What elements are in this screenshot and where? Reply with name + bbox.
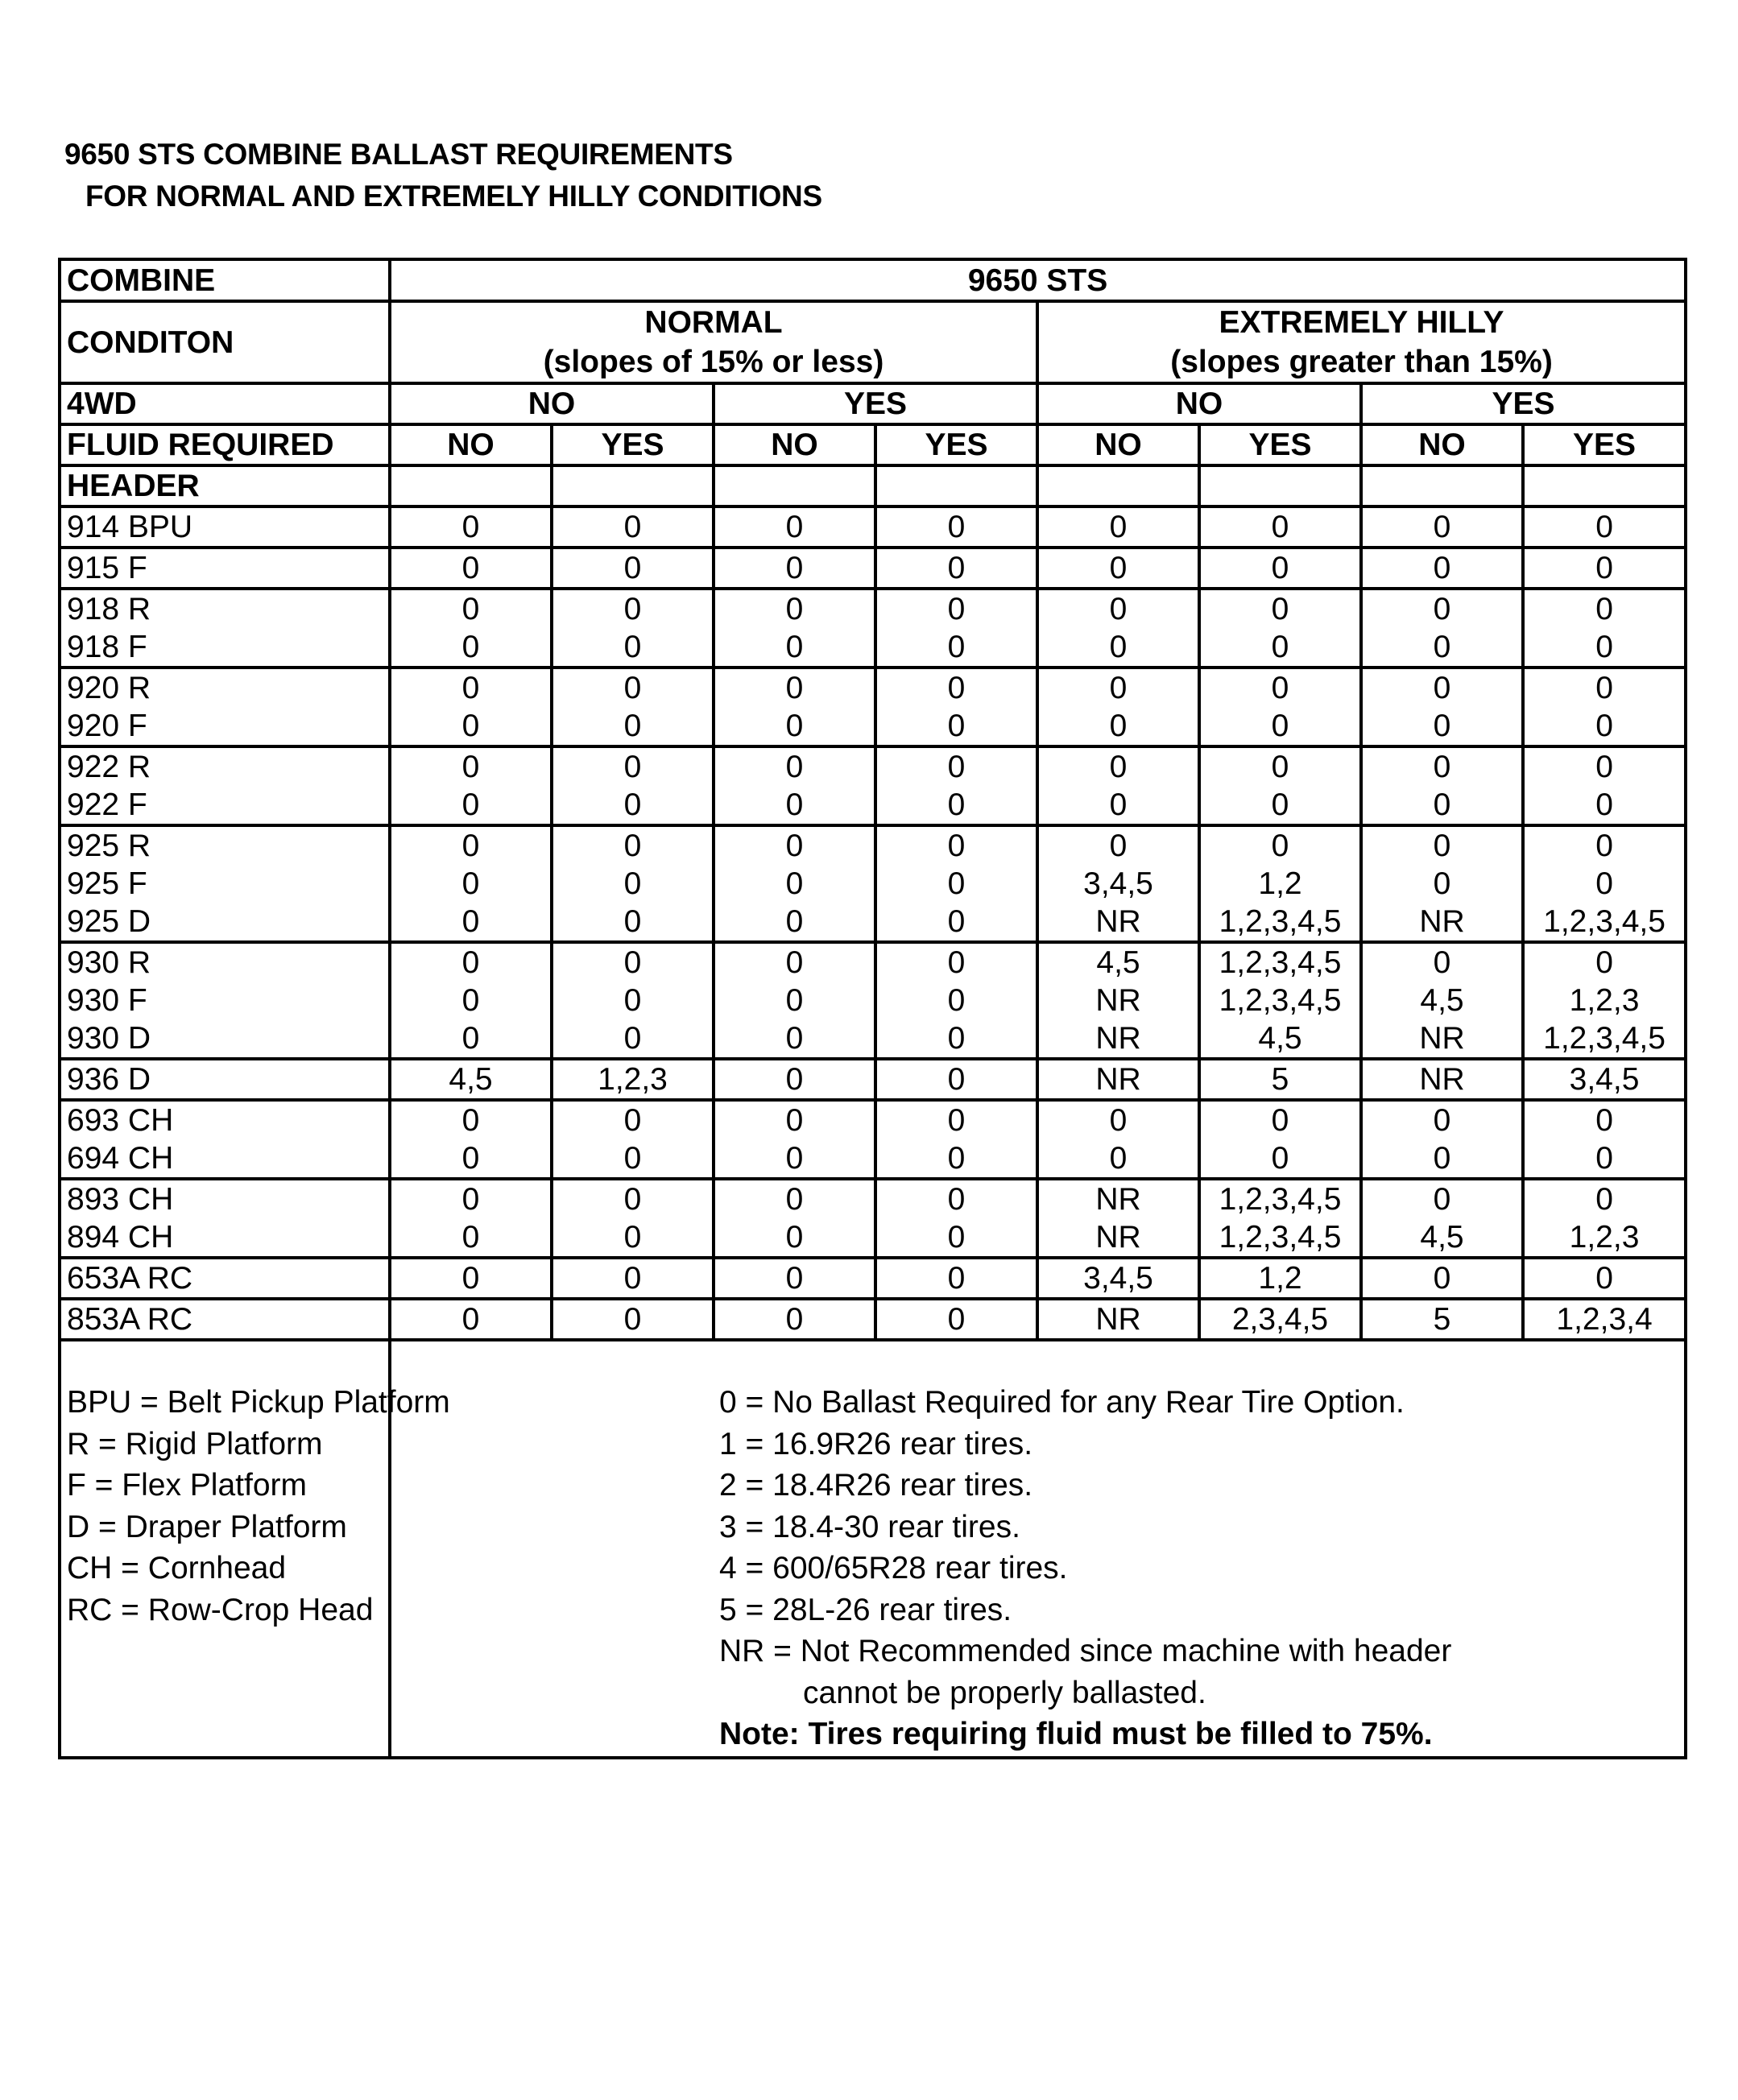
- ballast-value: 0: [552, 589, 714, 628]
- legend-abbreviations: [60, 1340, 450, 1758]
- ballast-value: 0: [552, 942, 714, 982]
- ballast-value: 0: [875, 668, 1037, 707]
- ballast-value: 0: [1199, 506, 1361, 548]
- ballast-value: 0: [1361, 1179, 1523, 1218]
- legend-abbreviation: F = Flex Platform: [67, 1468, 307, 1503]
- ballast-value: 0: [1523, 668, 1686, 707]
- table-row: [60, 903, 1686, 942]
- ballast-value: 0: [714, 707, 875, 746]
- ballast-value: 1,2,3,4,5: [1523, 903, 1686, 942]
- fluid-value: NO: [1361, 424, 1523, 465]
- ballast-value: 0: [875, 1059, 1037, 1100]
- ballast-value: 0: [1361, 548, 1523, 589]
- legend-code: NR = Not Recommended since machine with header: [719, 1634, 1452, 1668]
- header-model: 936 D: [60, 1059, 390, 1100]
- header-model: 653A RC: [60, 1258, 390, 1299]
- header-model: 915 F: [60, 548, 390, 589]
- ballast-value: 0: [552, 1139, 714, 1179]
- ballast-value: 0: [1523, 707, 1686, 746]
- ballast-value: 0: [714, 982, 875, 1019]
- ballast-value: 0: [714, 1139, 875, 1179]
- header-model: 694 CH: [60, 1139, 390, 1179]
- ballast-value: 4,5: [1199, 1019, 1361, 1059]
- ballast-value: 0: [1199, 589, 1361, 628]
- ballast-value: 0: [1523, 746, 1686, 786]
- ballast-value: 0: [1361, 589, 1523, 628]
- ballast-value: 4,5: [1037, 942, 1199, 982]
- legend-abbreviation: RC = Row-Crop Head: [67, 1592, 374, 1627]
- ballast-value: 4,5: [1361, 1218, 1523, 1258]
- fluid-value: YES: [875, 424, 1037, 465]
- normal-title: NORMAL: [644, 305, 783, 340]
- ballast-value: 0: [714, 506, 875, 548]
- ballast-value: 0: [390, 1179, 552, 1218]
- table-row: [60, 1139, 1686, 1179]
- ballast-value: NR: [1361, 1019, 1523, 1059]
- header-model: 930 D: [60, 1019, 390, 1059]
- fluid-label: FLUID REQUIRED: [60, 424, 390, 465]
- ballast-value: 0: [714, 1299, 875, 1340]
- ballast-value: 0: [714, 865, 875, 903]
- header-model: 918 R: [60, 589, 390, 628]
- legend-code: 4 = 600/65R28 rear tires.: [719, 1551, 1068, 1585]
- legend-abbreviation: R = Rigid Platform: [67, 1426, 323, 1461]
- ballast-value: 1,2,3,4,5: [1199, 1179, 1361, 1218]
- table-row: [60, 628, 1686, 668]
- table-row: [60, 786, 1686, 825]
- 4wd-label: 4WD: [60, 383, 390, 424]
- ballast-value: 0: [1199, 548, 1361, 589]
- ballast-value: NR: [1037, 1019, 1199, 1059]
- ballast-value: 0: [390, 707, 552, 746]
- header-model: 914 BPU: [60, 506, 390, 548]
- ballast-value: NR: [1037, 903, 1199, 942]
- ballast-value: 0: [1361, 942, 1523, 982]
- ballast-value: 0: [390, 1019, 552, 1059]
- ballast-value: 1,2: [1199, 865, 1361, 903]
- ballast-value: 0: [875, 1100, 1037, 1139]
- ballast-value: 0: [390, 589, 552, 628]
- ballast-value: 0: [714, 1179, 875, 1218]
- ballast-value: 0: [875, 942, 1037, 982]
- ballast-value: 0: [714, 903, 875, 942]
- ballast-value: 0: [714, 589, 875, 628]
- legend-abbreviation: BPU = Belt Pickup Platform: [67, 1385, 450, 1420]
- empty-cell: [714, 465, 875, 506]
- table-row: [60, 865, 1686, 903]
- ballast-value: 0: [390, 628, 552, 668]
- ballast-value: 1,2,3,4: [1523, 1299, 1686, 1340]
- ballast-value: 0: [552, 1218, 714, 1258]
- ballast-value: 0: [1523, 628, 1686, 668]
- ballast-value: 2,3,4,5: [1199, 1299, 1361, 1340]
- ballast-value: 0: [1037, 668, 1199, 707]
- header-model: 925 F: [60, 865, 390, 903]
- ballast-value: 0: [714, 1218, 875, 1258]
- ballast-value: 0: [552, 506, 714, 548]
- ballast-value: 0: [875, 1019, 1037, 1059]
- ballast-value: 3,4,5: [1037, 1258, 1199, 1299]
- ballast-value: 0: [1361, 1100, 1523, 1139]
- ballast-value: 0: [552, 1258, 714, 1299]
- ballast-value: 1,2,3,4,5: [1523, 1019, 1686, 1059]
- table-row: [60, 548, 1686, 589]
- ballast-value: 0: [1361, 1139, 1523, 1179]
- ballast-value: 0: [390, 903, 552, 942]
- title-line-1: 9650 STS COMBINE BALLAST REQUIREMENTS: [64, 138, 733, 171]
- header-model: 925 D: [60, 903, 390, 942]
- fluid-value: YES: [1523, 424, 1686, 465]
- ballast-value: 0: [1523, 589, 1686, 628]
- ballast-value: 0: [1361, 746, 1523, 786]
- ballast-value: 0: [1523, 865, 1686, 903]
- ballast-value: 0: [390, 1218, 552, 1258]
- ballast-value: 0: [875, 1258, 1037, 1299]
- ballast-value: 0: [552, 707, 714, 746]
- empty-cell: [1361, 465, 1523, 506]
- header-model: 922 F: [60, 786, 390, 825]
- ballast-value: 5: [1199, 1059, 1361, 1100]
- legend-nr-continuation: cannot be properly ballasted.: [803, 1675, 1206, 1710]
- ballast-value: 0: [714, 548, 875, 589]
- header-model: 918 F: [60, 628, 390, 668]
- ballast-value: 0: [1199, 786, 1361, 825]
- ballast-value: 0: [714, 1258, 875, 1299]
- 4wd-value: NO: [390, 383, 714, 424]
- table-row: [60, 506, 1686, 548]
- condition-label: CONDITON: [60, 301, 390, 383]
- normal-subtitle: (slopes of 15% or less): [543, 345, 884, 379]
- ballast-value: 0: [1199, 628, 1361, 668]
- ballast-value: NR: [1361, 1059, 1523, 1100]
- ballast-value: 1,2,3,4,5: [1199, 903, 1361, 942]
- fluid-value: YES: [552, 424, 714, 465]
- empty-cell: [390, 465, 552, 506]
- ballast-value: 0: [552, 1019, 714, 1059]
- condition-hilly: [1037, 301, 1686, 383]
- empty-cell: [1037, 465, 1199, 506]
- legend-code: 1 = 16.9R26 rear tires.: [719, 1426, 1033, 1461]
- legend-code: 0 = No Ballast Required for any Rear Tire Option.: [719, 1385, 1405, 1420]
- ballast-value: 0: [1361, 865, 1523, 903]
- ballast-value: 1,2,3: [1523, 982, 1686, 1019]
- ballast-value: 0: [1199, 825, 1361, 865]
- ballast-value: 1,2,3: [1523, 1218, 1686, 1258]
- ballast-value: 0: [1523, 1258, 1686, 1299]
- ballast-value: 0: [1523, 786, 1686, 825]
- ballast-value: 0: [875, 589, 1037, 628]
- ballast-value: 0: [714, 825, 875, 865]
- ballast-value: 0: [875, 707, 1037, 746]
- ballast-value: 0: [1037, 628, 1199, 668]
- ballast-value: NR: [1037, 1179, 1199, 1218]
- ballast-value: 0: [390, 1139, 552, 1179]
- ballast-value: 0: [552, 668, 714, 707]
- ballast-value: 0: [552, 1299, 714, 1340]
- table-row: [60, 942, 1686, 982]
- header-model: 693 CH: [60, 1100, 390, 1139]
- ballast-table: [58, 258, 1687, 1759]
- ballast-value: 0: [875, 1139, 1037, 1179]
- condition-normal: [390, 301, 1037, 383]
- hilly-title: EXTREMELY HILLY: [1219, 305, 1504, 340]
- ballast-value: 0: [1523, 825, 1686, 865]
- fluid-value: NO: [390, 424, 552, 465]
- ballast-value: 3,4,5: [1523, 1059, 1686, 1100]
- table-row: [60, 1100, 1686, 1139]
- ballast-value: 0: [552, 825, 714, 865]
- ballast-value: 0: [875, 982, 1037, 1019]
- ballast-value: 0: [1361, 506, 1523, 548]
- table-row: [60, 982, 1686, 1019]
- ballast-value: 0: [552, 548, 714, 589]
- ballast-value: 0: [1037, 1100, 1199, 1139]
- 4wd-value: NO: [1037, 383, 1361, 424]
- ballast-value: 0: [1037, 589, 1199, 628]
- combine-model: 9650 STS: [390, 259, 1686, 301]
- ballast-value: 0: [390, 746, 552, 786]
- header-model: 925 R: [60, 825, 390, 865]
- ballast-value: 0: [875, 548, 1037, 589]
- ballast-value: 0: [714, 942, 875, 982]
- ballast-value: NR: [1361, 903, 1523, 942]
- ballast-value: 0: [390, 982, 552, 1019]
- ballast-value: 0: [714, 746, 875, 786]
- ballast-value: 0: [1523, 1179, 1686, 1218]
- ballast-value: 1,2,3,4,5: [1199, 942, 1361, 982]
- ballast-value: 0: [714, 628, 875, 668]
- table-row: [60, 825, 1686, 865]
- ballast-value: 0: [1037, 506, 1199, 548]
- ballast-value: 0: [390, 786, 552, 825]
- ballast-value: 4,5: [390, 1059, 552, 1100]
- table-row: [60, 1299, 1686, 1340]
- ballast-value: 0: [1037, 786, 1199, 825]
- ballast-value: 0: [875, 865, 1037, 903]
- ballast-value: NR: [1037, 1299, 1199, 1340]
- legend-code: 2 = 18.4R26 rear tires.: [719, 1468, 1033, 1503]
- ballast-value: 0: [552, 1179, 714, 1218]
- ballast-value: 3,4,5: [1037, 865, 1199, 903]
- header-model: 853A RC: [60, 1299, 390, 1340]
- legend-code: 5 = 28L-26 rear tires.: [719, 1592, 1012, 1627]
- table-row: [60, 589, 1686, 628]
- document-title: [64, 134, 822, 217]
- ballast-value: 0: [1361, 1258, 1523, 1299]
- ballast-value: 0: [875, 1218, 1037, 1258]
- header-label: HEADER: [60, 465, 390, 506]
- header-model: 922 R: [60, 746, 390, 786]
- empty-cell: [552, 465, 714, 506]
- legend-abbreviation: D = Draper Platform: [67, 1509, 347, 1544]
- table-row: [60, 746, 1686, 786]
- table-row: [60, 1258, 1686, 1299]
- ballast-value: 0: [390, 548, 552, 589]
- ballast-value: 0: [875, 825, 1037, 865]
- ballast-value: 0: [875, 1179, 1037, 1218]
- ballast-value: 4,5: [1361, 982, 1523, 1019]
- header-model: 894 CH: [60, 1218, 390, 1258]
- ballast-value: NR: [1037, 1218, 1199, 1258]
- legend-abbreviation: CH = Cornhead: [67, 1551, 287, 1585]
- table-row: [60, 668, 1686, 707]
- ballast-value: 0: [390, 1258, 552, 1299]
- ballast-value: 0: [1523, 548, 1686, 589]
- ballast-value: 0: [552, 746, 714, 786]
- ballast-value: 0: [552, 903, 714, 942]
- ballast-value: 0: [552, 982, 714, 1019]
- combine-label: COMBINE: [60, 259, 390, 301]
- ballast-value: 0: [875, 1299, 1037, 1340]
- fluid-value: YES: [1199, 424, 1361, 465]
- table-row: [60, 1019, 1686, 1059]
- table-row: [60, 1179, 1686, 1218]
- ballast-value: 0: [1037, 1139, 1199, 1179]
- ballast-value: 0: [1523, 1139, 1686, 1179]
- ballast-value: 0: [1361, 786, 1523, 825]
- ballast-value: 0: [1199, 707, 1361, 746]
- ballast-value: 0: [714, 1059, 875, 1100]
- header-model: 893 CH: [60, 1179, 390, 1218]
- header-model: 930 F: [60, 982, 390, 1019]
- ballast-value: 0: [390, 1100, 552, 1139]
- ballast-value: 0: [714, 668, 875, 707]
- table-row: [60, 707, 1686, 746]
- ballast-value: 0: [552, 628, 714, 668]
- ballast-value: 0: [714, 786, 875, 825]
- ballast-value: 5: [1361, 1299, 1523, 1340]
- ballast-value: 0: [1199, 1100, 1361, 1139]
- ballast-value: 0: [552, 865, 714, 903]
- ballast-value: 0: [714, 1100, 875, 1139]
- ballast-value: 0: [1361, 825, 1523, 865]
- ballast-value: 0: [875, 506, 1037, 548]
- ballast-value: 0: [1037, 707, 1199, 746]
- header-model: 920 R: [60, 668, 390, 707]
- ballast-value: 0: [875, 746, 1037, 786]
- header-model: 930 R: [60, 942, 390, 982]
- empty-cell: [1199, 465, 1361, 506]
- fluid-value: NO: [714, 424, 875, 465]
- legend-note: Note: Tires requiring fluid must be filled to 75%.: [719, 1717, 1433, 1751]
- ballast-value: 0: [875, 786, 1037, 825]
- table-row: [60, 1059, 1686, 1100]
- ballast-value: 0: [1199, 746, 1361, 786]
- ballast-value: 1,2,3,4,5: [1199, 982, 1361, 1019]
- ballast-value: NR: [1037, 982, 1199, 1019]
- ballast-value: 0: [1523, 1100, 1686, 1139]
- ballast-value: 0: [390, 865, 552, 903]
- ballast-value: 0: [1361, 707, 1523, 746]
- ballast-value: 0: [1037, 746, 1199, 786]
- ballast-value: NR: [1037, 1059, 1199, 1100]
- ballast-value: 0: [1361, 668, 1523, 707]
- ballast-value: 0: [875, 628, 1037, 668]
- ballast-value: 1,2: [1199, 1258, 1361, 1299]
- hilly-subtitle: (slopes greater than 15%): [1170, 345, 1553, 379]
- ballast-value: 0: [1037, 548, 1199, 589]
- 4wd-value: YES: [1361, 383, 1686, 424]
- fluid-value: NO: [1037, 424, 1199, 465]
- ballast-value: 0: [875, 903, 1037, 942]
- header-model: 920 F: [60, 707, 390, 746]
- ballast-value: 1,2,3: [552, 1059, 714, 1100]
- ballast-value: 0: [390, 825, 552, 865]
- table-row: [60, 1218, 1686, 1258]
- ballast-value: 0: [390, 668, 552, 707]
- legend-codes: [390, 1340, 1686, 1758]
- ballast-value: 0: [390, 1299, 552, 1340]
- ballast-value: 0: [1199, 668, 1361, 707]
- ballast-value: 0: [552, 1100, 714, 1139]
- ballast-value: 0: [552, 786, 714, 825]
- ballast-value: 0: [1361, 628, 1523, 668]
- empty-cell: [1523, 465, 1686, 506]
- ballast-value: 1,2,3,4,5: [1199, 1218, 1361, 1258]
- ballast-value: 0: [390, 942, 552, 982]
- ballast-value: 0: [714, 1019, 875, 1059]
- empty-cell: [875, 465, 1037, 506]
- ballast-value: 0: [1037, 825, 1199, 865]
- ballast-value: 0: [1523, 942, 1686, 982]
- 4wd-value: YES: [714, 383, 1037, 424]
- legend-code: 3 = 18.4-30 rear tires.: [719, 1509, 1020, 1544]
- ballast-value: 0: [390, 506, 552, 548]
- ballast-value: 0: [1523, 506, 1686, 548]
- title-line-2: FOR NORMAL AND EXTREMELY HILLY CONDITIONS: [85, 180, 822, 213]
- ballast-value: 0: [1199, 1139, 1361, 1179]
